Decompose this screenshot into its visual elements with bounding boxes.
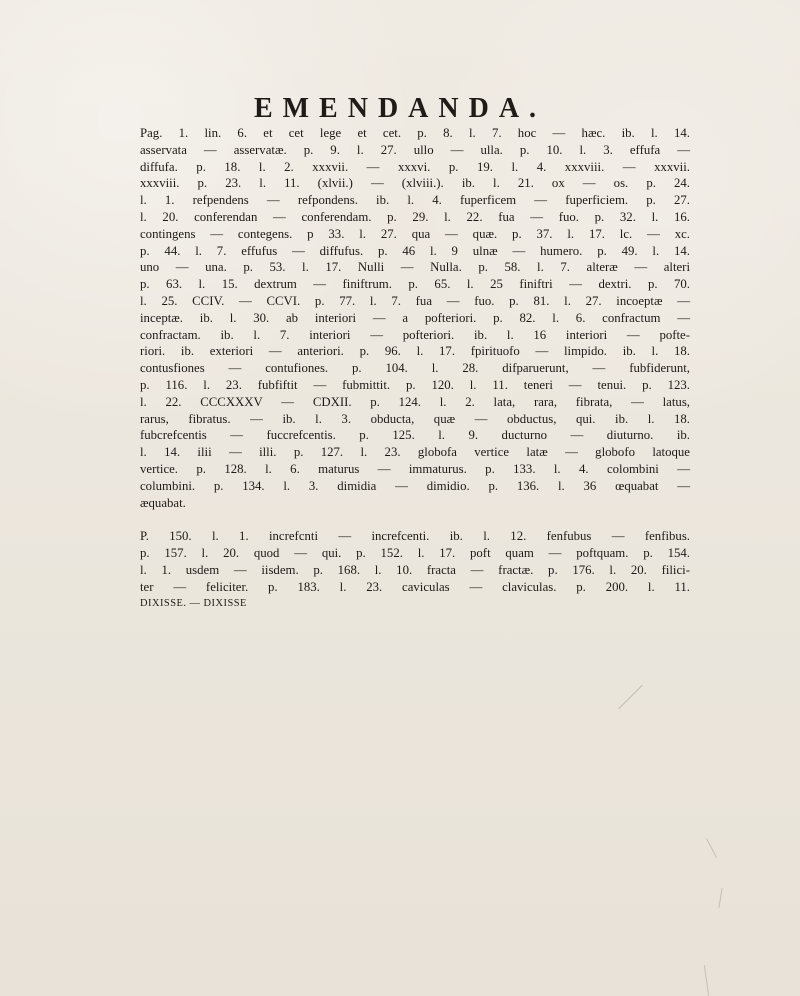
- paper-mark: [704, 965, 709, 996]
- text-line: rarus, fibratus. — ib. l. 3. obducta, quæ — obductus, qui. ib. l. 18.: [140, 411, 690, 426]
- text-line: p. 63. l. 15. dextrum — finiftrum. p. 65. l. 25 finiftri — dextri. p. 70.: [140, 277, 690, 292]
- paper-mark: [618, 685, 643, 710]
- errata-body: [140, 125, 690, 612]
- text-line: diffufa. p. 18. l. 2. xxxvii. — xxxvi. p. 19. l. 4. xxxviii. — xxxvii.: [140, 159, 690, 174]
- text-line: l. 14. ilii — illi. p. 127. l. 23. globofa vertice latæ — globofo latoque: [140, 445, 690, 460]
- text-line: l. 22. CCCXXXV — CDXII. p. 124. l. 2. lata, rara, fibrata, — latus,: [140, 394, 690, 409]
- text-line: columbini. p. 134. l. 3. dimidia — dimidio. p. 136. l. 36 œquabat —: [140, 478, 690, 493]
- text-line: uno — una. p. 53. l. 17. Nulli — Nulla. p. 58. l. 7. alteræ — alteri: [140, 260, 690, 275]
- paper-mark: [706, 838, 717, 858]
- text-line: ter — feliciter. p. 183. l. 23. caviculas — claviculas. p. 200. l. 11.: [140, 579, 690, 594]
- text-line: DIXISSE. — DIXISSE: [140, 597, 247, 609]
- text-line: xxxviii. p. 23. l. 11. (xlvii.) — (xlviii.). ib. l. 21. ox — os. p. 24.: [140, 176, 690, 191]
- text-line: p. 116. l. 23. fubfiftit — fubmittit. p. 120. l. 11. teneri — tenui. p. 123.: [140, 377, 690, 392]
- text-line: l. 1. refpendens — refpondens. ib. l. 4. fuperficem — fuperficiem. p. 27.: [140, 193, 690, 208]
- errata-paragraph-1: [140, 125, 690, 511]
- text-line: contusfiones — contufiones. p. 104. l. 28. difparuerunt, — fubfiderunt,: [140, 361, 690, 376]
- text-line: P. 150. l. 1. increfcnti — increfcenti. ib. l. 12. fenfubus — fenfibus.: [140, 529, 690, 544]
- text-line: Pag. 1. lin. 6. et cet lege et cet. p. 8. l. 7. hoc — hæc. ib. l. 14.: [140, 126, 690, 140]
- text-line: æquabat.: [140, 495, 186, 510]
- text-line: asservata — asservatæ. p. 9. l. 27. ullo — ulla. p. 10. l. 3. effufa —: [140, 142, 690, 157]
- page-title: EMENDANDA.: [253, 93, 547, 124]
- text-line: vertice. p. 128. l. 6. maturus — immaturus. p. 133. l. 4. colombini —: [140, 461, 690, 476]
- text-line: inceptæ. ib. l. 30. ab interiori — a pofteriori. p. 82. l. 6. confractum —: [140, 310, 690, 325]
- text-line: l. 25. CCIV. — CCVI. p. 77. l. 7. fua — fuo. p. 81. l. 27. incoeptæ —: [140, 293, 690, 308]
- text-line: confractam. ib. l. 7. interiori — pofteriori. ib. l. 16 interiori — pofte-: [140, 327, 690, 342]
- text-line: fubcrefcentis — fuccrefcentis. p. 125. l. 9. ducturno — diuturno. ib.: [140, 428, 690, 443]
- text-line: riori. ib. exteriori — anteriori. p. 96. l. 17. fpirituofo — limpido. ib. l. 18.: [140, 344, 690, 359]
- paper-mark: [718, 888, 722, 908]
- text-line: l. 1. usdem — iisdem. p. 168. l. 10. fracta — fractæ. p. 176. l. 20. filici-: [140, 562, 690, 577]
- text-line: contingens — contegens. p 33. l. 27. qua — quæ. p. 37. l. 17. lc. — xc.: [140, 226, 690, 241]
- text-line: p. 157. l. 20. quod — qui. p. 152. l. 17. poft quam — poftquam. p. 154.: [140, 546, 690, 561]
- text-line: p. 44. l. 7. effufus — diffufus. p. 46 l. 9 ulnæ — humero. p. 49. l. 14.: [140, 243, 690, 258]
- errata-paragraph-2: [140, 528, 690, 612]
- text-line: l. 20. conferendan — conferendam. p. 29. l. 22. fua — fuo. p. 32. l. 16.: [140, 209, 690, 224]
